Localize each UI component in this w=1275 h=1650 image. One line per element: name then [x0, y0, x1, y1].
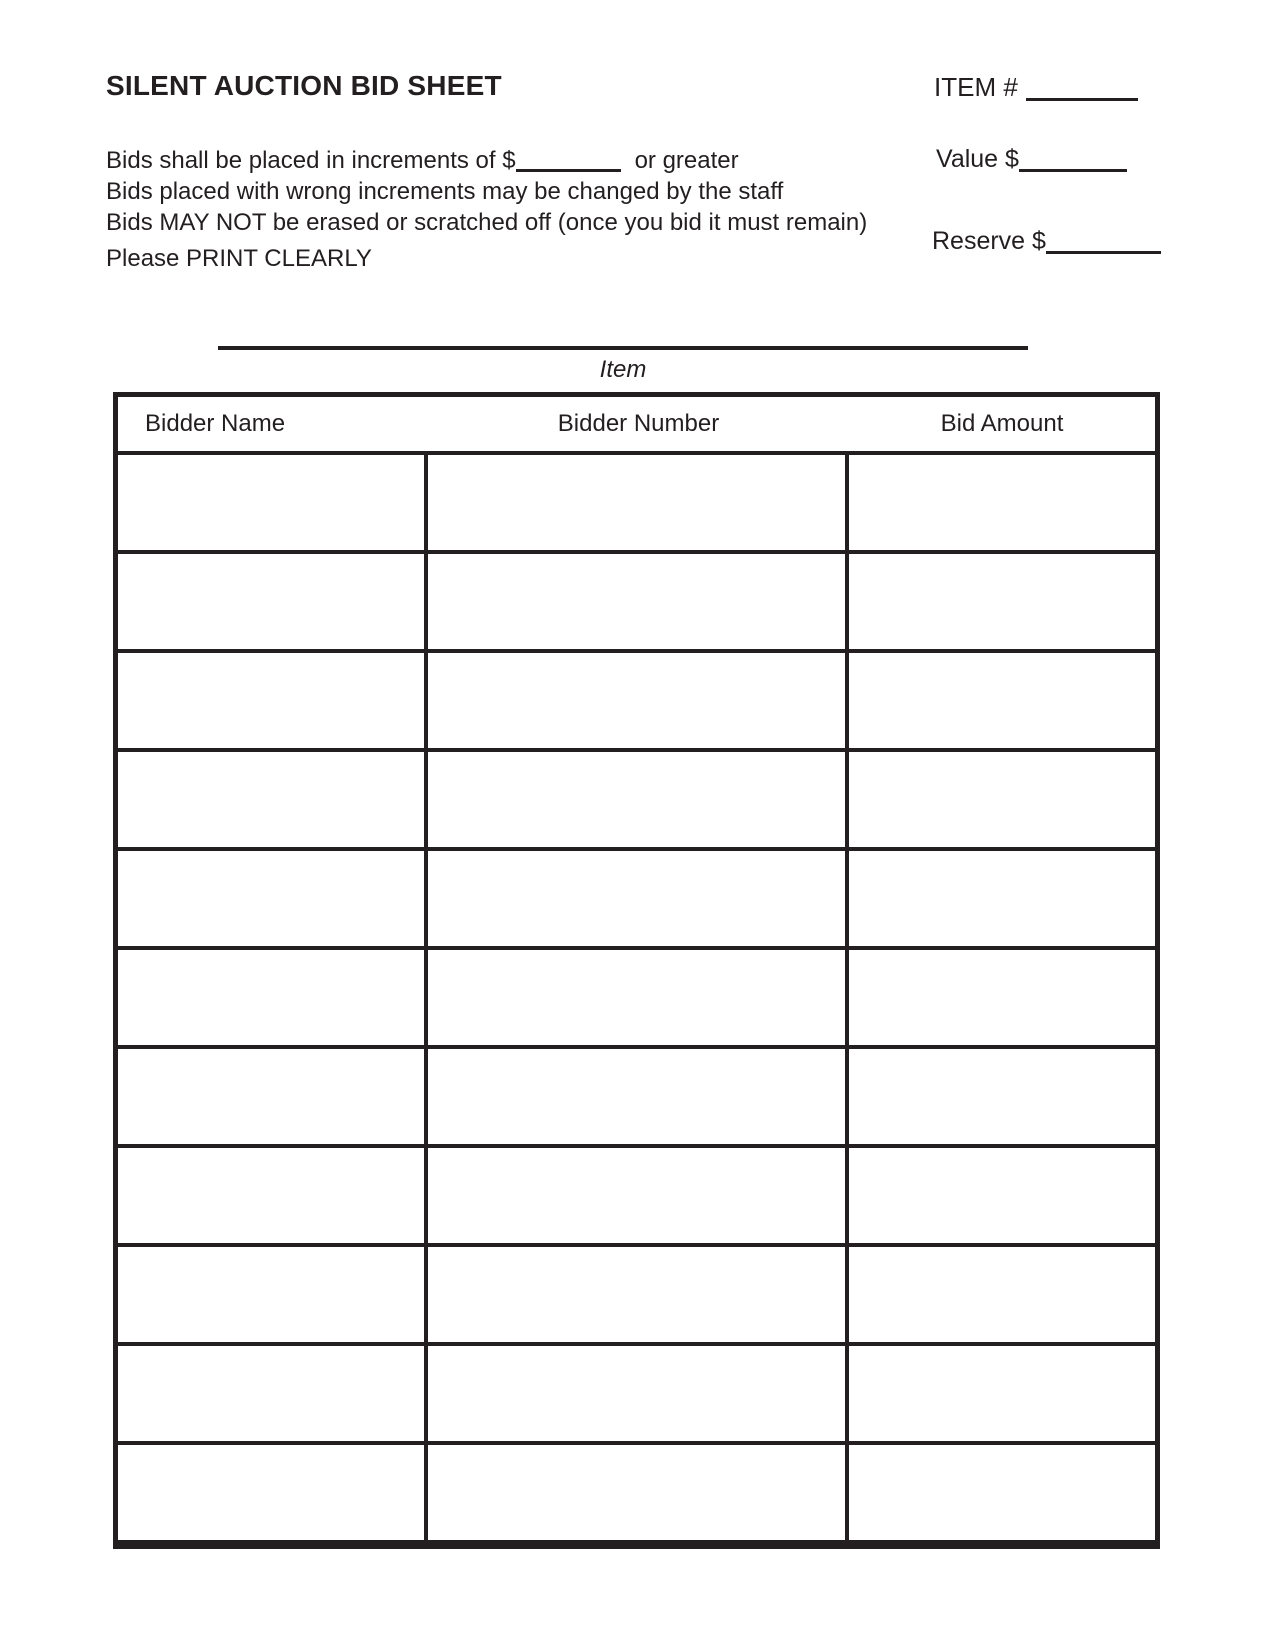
table-row — [118, 950, 1155, 1049]
bidder-number-cell[interactable] — [428, 554, 849, 649]
header-bidder-name: Bidder Name — [145, 410, 286, 437]
header-bid-amount: Bid Amount — [940, 410, 1064, 437]
value-label: Value $ — [936, 145, 1019, 173]
bidder-name-cell[interactable] — [118, 1049, 428, 1144]
item-number-label: ITEM # — [934, 72, 1018, 102]
bid-amount-cell[interactable] — [849, 1049, 1155, 1144]
bidder-name-cell[interactable] — [118, 1346, 428, 1441]
reserve-label: Reserve $ — [932, 227, 1046, 255]
bid-amount-cell[interactable] — [849, 752, 1155, 847]
increment-amount-blank[interactable] — [516, 147, 621, 172]
value-blank[interactable] — [1019, 145, 1127, 171]
bid-amount-cell[interactable] — [849, 554, 1155, 649]
table-row — [118, 1346, 1155, 1445]
bidder-name-cell[interactable] — [118, 950, 428, 1045]
bid-amount-cell[interactable] — [849, 455, 1155, 550]
table-row — [118, 1148, 1155, 1247]
table-row — [118, 1247, 1155, 1346]
page-title: SILENT AUCTION BID SHEET — [106, 70, 502, 101]
bid-amount-cell[interactable] — [849, 653, 1155, 748]
instruction-increments-after: or greater — [634, 147, 739, 174]
bidder-name-cell[interactable] — [118, 653, 428, 748]
reserve-row — [932, 227, 1161, 256]
bidder-name-cell[interactable] — [118, 554, 428, 649]
instruction-line-wrong-increments: Bids placed with wrong increments may be changed by the staff — [106, 178, 784, 205]
bidder-number-cell[interactable] — [428, 1445, 849, 1540]
bid-table-header — [118, 397, 1155, 455]
bidder-number-cell[interactable] — [428, 1247, 849, 1342]
instruction-increments-before: Bids shall be placed in increments of $ — [106, 147, 516, 174]
table-row — [118, 554, 1155, 653]
reserve-blank[interactable] — [1046, 227, 1161, 253]
bidder-number-cell[interactable] — [428, 1346, 849, 1441]
bidder-number-cell[interactable] — [428, 950, 849, 1045]
bidder-number-cell[interactable] — [428, 1148, 849, 1243]
bidder-number-cell[interactable] — [428, 752, 849, 847]
table-row — [118, 752, 1155, 851]
bidder-name-cell[interactable] — [118, 851, 428, 946]
instructions — [106, 145, 867, 274]
bid-amount-cell[interactable] — [849, 851, 1155, 946]
table-row — [118, 851, 1155, 950]
table-row — [118, 455, 1155, 554]
bid-table — [113, 392, 1160, 1549]
table-row — [118, 1445, 1155, 1544]
bid-amount-cell[interactable] — [849, 1346, 1155, 1441]
table-row — [118, 653, 1155, 752]
instruction-line-increments — [106, 145, 867, 176]
instruction-line-no-erase: Bids MAY NOT be erased or scratched off (once you bid it must remain) — [106, 209, 868, 236]
item-number-row — [934, 72, 1138, 103]
bid-amount-cell[interactable] — [849, 1445, 1155, 1540]
header-bidder-number: Bidder Number — [557, 410, 720, 437]
bidder-name-cell[interactable] — [118, 1247, 428, 1342]
bidder-name-cell[interactable] — [118, 752, 428, 847]
bid-amount-cell[interactable] — [849, 950, 1155, 1045]
bidder-number-cell[interactable] — [428, 455, 849, 550]
bidder-name-cell[interactable] — [118, 455, 428, 550]
item-caption: Item — [599, 356, 647, 383]
value-row — [936, 145, 1127, 174]
bid-amount-cell[interactable] — [849, 1247, 1155, 1342]
bidder-number-cell[interactable] — [428, 653, 849, 748]
item-name-writein-line[interactable] — [218, 346, 1028, 350]
bidder-name-cell[interactable] — [118, 1148, 428, 1243]
table-row — [118, 1049, 1155, 1148]
instruction-line-print-clearly: Please PRINT CLEARLY — [106, 245, 372, 272]
bidder-number-cell[interactable] — [428, 1049, 849, 1144]
item-number-blank[interactable] — [1026, 73, 1138, 100]
bidder-number-cell[interactable] — [428, 851, 849, 946]
bid-amount-cell[interactable] — [849, 1148, 1155, 1243]
bidder-name-cell[interactable] — [118, 1445, 428, 1540]
bid-table-body — [118, 455, 1155, 1544]
